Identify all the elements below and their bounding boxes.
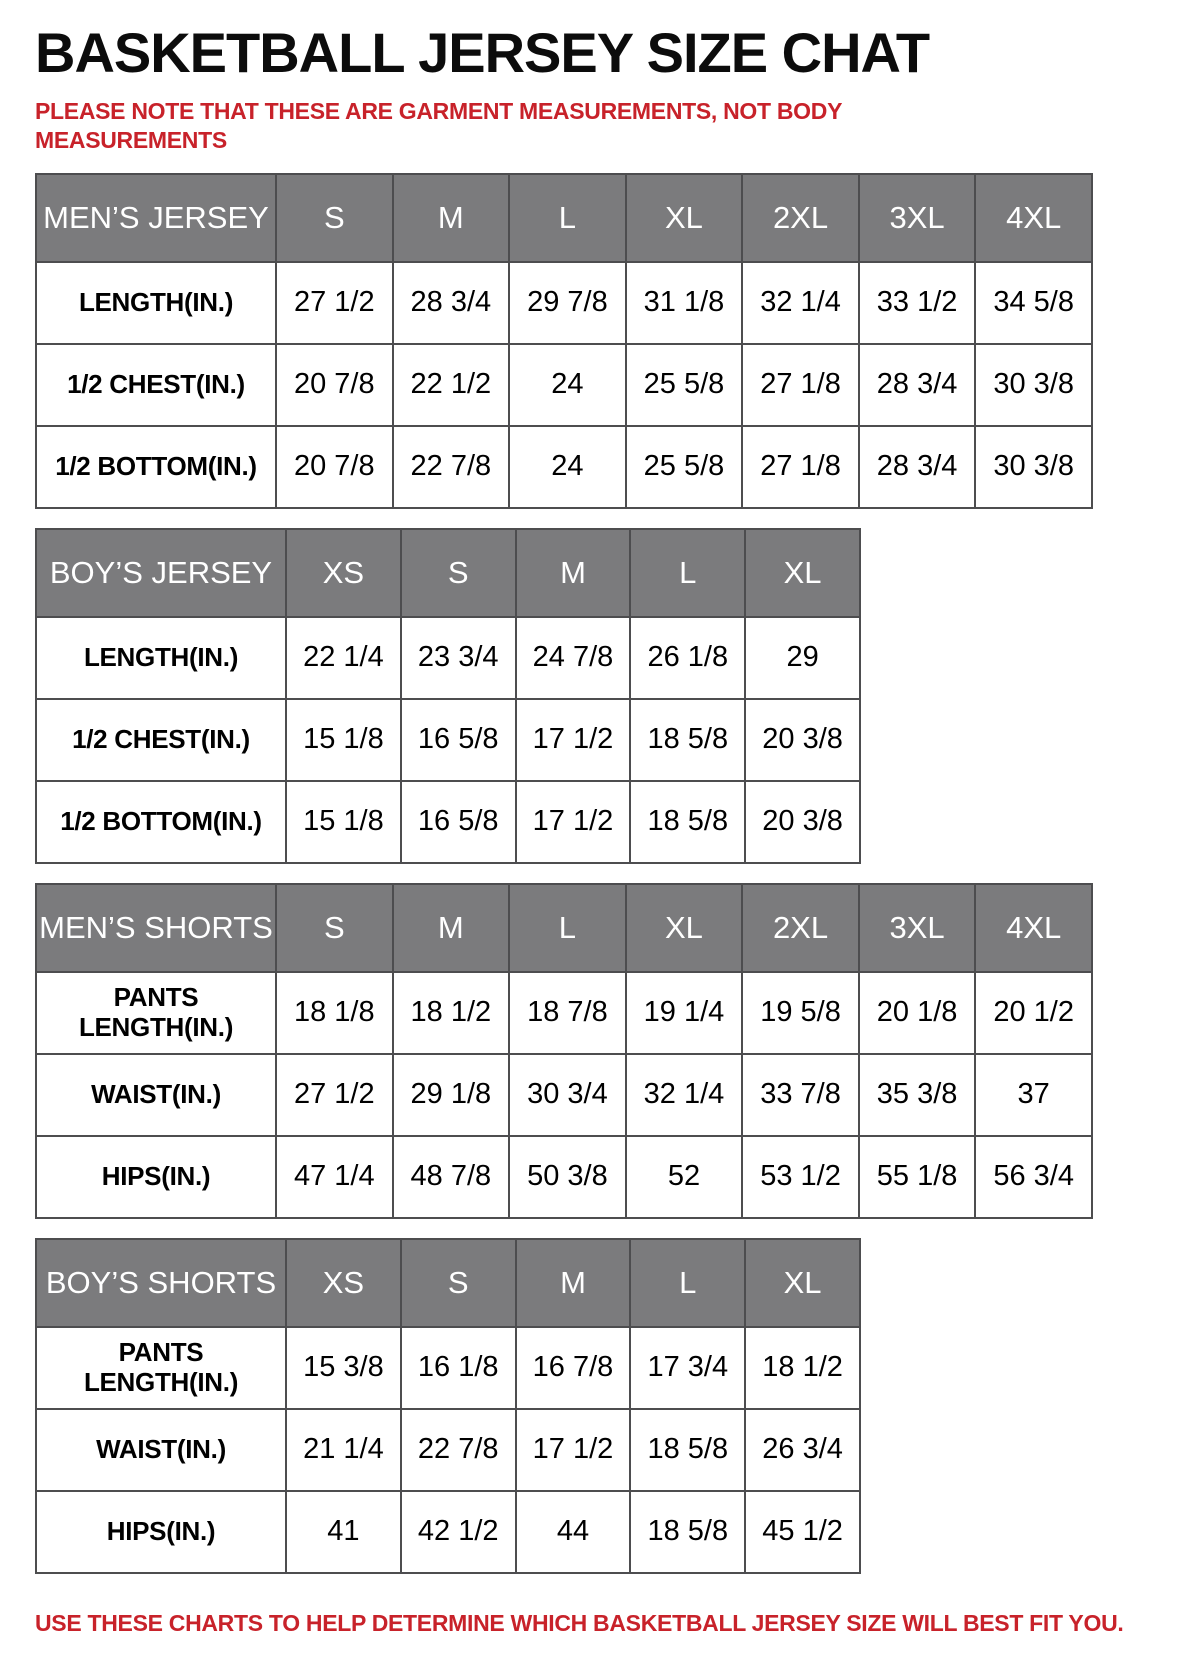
size-value-cell: 20 7/8 [276, 344, 393, 426]
size-value-cell: 15 3/8 [286, 1327, 401, 1409]
size-value-cell: 27 1/8 [742, 426, 859, 508]
garment-measurement-note: PLEASE NOTE THAT THESE ARE GARMENT MEASUREMENTS, NOT BODY MEASUREMENTS [35, 98, 842, 153]
table-header-row [36, 1239, 860, 1327]
size-value-cell: 24 [509, 426, 626, 508]
size-value-cell: 20 3/8 [745, 699, 860, 781]
size-value-cell: 18 5/8 [630, 1409, 745, 1491]
row-label: HIPS(IN.) [36, 1491, 286, 1573]
size-column-header: S [401, 529, 516, 617]
size-value-cell: 19 5/8 [742, 972, 859, 1054]
size-column-header: 3XL [859, 174, 976, 262]
size-value-cell: 16 5/8 [401, 699, 516, 781]
table-row [36, 1491, 860, 1573]
size-table-boy-s-shorts [35, 1238, 861, 1574]
size-value-cell: 45 1/2 [745, 1491, 860, 1573]
size-value-cell: 53 1/2 [742, 1136, 859, 1218]
row-label: WAIST(IN.) [36, 1409, 286, 1491]
size-value-cell: 30 3/8 [975, 426, 1092, 508]
size-value-cell: 20 7/8 [276, 426, 393, 508]
size-value-cell: 18 7/8 [509, 972, 626, 1054]
table-row [36, 1409, 860, 1491]
size-value-cell: 27 1/2 [276, 262, 393, 344]
size-column-header: L [509, 174, 626, 262]
size-column-header: XS [286, 1239, 401, 1327]
size-value-cell: 18 5/8 [630, 781, 745, 863]
size-value-cell: 20 1/8 [859, 972, 976, 1054]
row-label: WAIST(IN.) [36, 1054, 276, 1136]
size-value-cell: 15 1/8 [286, 699, 401, 781]
row-label: PANTS LENGTH(IN.) [36, 972, 276, 1054]
size-value-cell: 30 3/8 [975, 344, 1092, 426]
size-value-cell: 31 1/8 [626, 262, 743, 344]
size-value-cell: 18 5/8 [630, 699, 745, 781]
size-column-header: S [401, 1239, 516, 1327]
size-value-cell: 17 1/2 [516, 781, 631, 863]
size-value-cell: 20 1/2 [975, 972, 1092, 1054]
table-row [36, 344, 1092, 426]
size-value-cell: 18 1/2 [393, 972, 510, 1054]
size-column-header: 4XL [975, 174, 1092, 262]
size-value-cell: 48 7/8 [393, 1136, 510, 1218]
size-value-cell: 28 3/4 [859, 344, 976, 426]
size-table-men-s-shorts [35, 883, 1093, 1219]
size-value-cell: 22 1/4 [286, 617, 401, 699]
size-value-cell: 22 7/8 [401, 1409, 516, 1491]
row-label: 1/2 CHEST(IN.) [36, 344, 276, 426]
size-column-header: S [276, 174, 393, 262]
size-value-cell: 56 3/4 [975, 1136, 1092, 1218]
row-label: LENGTH(IN.) [36, 262, 276, 344]
size-value-cell: 15 1/8 [286, 781, 401, 863]
size-column-header: 2XL [742, 174, 859, 262]
size-value-cell: 18 1/8 [276, 972, 393, 1054]
size-column-header: 2XL [742, 884, 859, 972]
size-value-cell: 47 1/4 [276, 1136, 393, 1218]
size-value-cell: 26 3/4 [745, 1409, 860, 1491]
size-value-cell: 41 [286, 1491, 401, 1573]
page-title: BASKETBALL JERSEY SIZE CHAT [35, 21, 930, 84]
table-header-row [36, 174, 1092, 262]
size-column-header: M [393, 174, 510, 262]
size-column-header: 4XL [975, 884, 1092, 972]
size-value-cell: 32 1/4 [742, 262, 859, 344]
size-column-header: XL [745, 1239, 860, 1327]
size-value-cell: 34 5/8 [975, 262, 1092, 344]
table-row [36, 1136, 1092, 1218]
size-value-cell: 17 1/2 [516, 699, 631, 781]
size-value-cell: 19 1/4 [626, 972, 743, 1054]
size-tables-container [35, 173, 1170, 1574]
table-header-row [36, 884, 1092, 972]
size-column-header: 3XL [859, 884, 976, 972]
table-title-boy-s-jersey: BOY’S JERSEY [36, 529, 286, 617]
row-label: 1/2 BOTTOM(IN.) [36, 426, 276, 508]
size-value-cell: 29 7/8 [509, 262, 626, 344]
table-title-boy-s-shorts: BOY’S SHORTS [36, 1239, 286, 1327]
table-row [36, 262, 1092, 344]
size-value-cell: 26 1/8 [630, 617, 745, 699]
table-row [36, 1054, 1092, 1136]
size-value-cell: 25 5/8 [626, 344, 743, 426]
row-label: LENGTH(IN.) [36, 617, 286, 699]
size-value-cell: 21 1/4 [286, 1409, 401, 1491]
size-value-cell: 25 5/8 [626, 426, 743, 508]
size-column-header: XL [626, 884, 743, 972]
row-label: 1/2 BOTTOM(IN.) [36, 781, 286, 863]
size-value-cell: 30 3/4 [509, 1054, 626, 1136]
table-title-men-s-shorts: MEN’S SHORTS [36, 884, 276, 972]
size-value-cell: 29 1/8 [393, 1054, 510, 1136]
size-value-cell: 23 3/4 [401, 617, 516, 699]
size-column-header: M [516, 529, 631, 617]
row-label: HIPS(IN.) [36, 1136, 276, 1218]
table-row [36, 1327, 860, 1409]
table-row [36, 972, 1092, 1054]
row-label: 1/2 CHEST(IN.) [36, 699, 286, 781]
size-value-cell: 37 [975, 1054, 1092, 1136]
size-value-cell: 18 1/2 [745, 1327, 860, 1409]
size-value-cell: 33 7/8 [742, 1054, 859, 1136]
table-title-men-s-jersey: MEN’S JERSEY [36, 174, 276, 262]
size-value-cell: 52 [626, 1136, 743, 1218]
size-value-cell: 18 5/8 [630, 1491, 745, 1573]
size-column-header: L [630, 529, 745, 617]
size-value-cell: 29 [745, 617, 860, 699]
size-column-header: XL [626, 174, 743, 262]
size-column-header: M [516, 1239, 631, 1327]
size-value-cell: 22 1/2 [393, 344, 510, 426]
size-table-men-s-jersey [35, 173, 1093, 509]
size-value-cell: 32 1/4 [626, 1054, 743, 1136]
size-value-cell: 22 7/8 [393, 426, 510, 508]
size-column-header: XS [286, 529, 401, 617]
size-value-cell: 16 1/8 [401, 1327, 516, 1409]
size-value-cell: 55 1/8 [859, 1136, 976, 1218]
table-row [36, 699, 860, 781]
table-row [36, 426, 1092, 508]
size-column-header: L [630, 1239, 745, 1327]
size-table-boy-s-jersey [35, 528, 861, 864]
table-row [36, 781, 860, 863]
size-column-header: XL [745, 529, 860, 617]
size-value-cell: 42 1/2 [401, 1491, 516, 1573]
size-value-cell: 28 3/4 [859, 426, 976, 508]
size-value-cell: 33 1/2 [859, 262, 976, 344]
size-value-cell: 17 1/2 [516, 1409, 631, 1491]
size-value-cell: 24 7/8 [516, 617, 631, 699]
size-column-header: M [393, 884, 510, 972]
footer-note: USE THESE CHARTS TO HELP DETERMINE WHICH BASKETBALL JERSEY SIZE WILL BEST FIT YOU. [35, 1609, 1124, 1636]
size-column-header: L [509, 884, 626, 972]
size-value-cell: 35 3/8 [859, 1054, 976, 1136]
size-value-cell: 50 3/8 [509, 1136, 626, 1218]
table-header-row [36, 529, 860, 617]
row-label: PANTS LENGTH(IN.) [36, 1327, 286, 1409]
size-value-cell: 16 7/8 [516, 1327, 631, 1409]
size-value-cell: 16 5/8 [401, 781, 516, 863]
size-column-header: S [276, 884, 393, 972]
size-value-cell: 44 [516, 1491, 631, 1573]
size-value-cell: 20 3/8 [745, 781, 860, 863]
size-value-cell: 24 [509, 344, 626, 426]
size-value-cell: 27 1/2 [276, 1054, 393, 1136]
size-value-cell: 28 3/4 [393, 262, 510, 344]
size-value-cell: 17 3/4 [630, 1327, 745, 1409]
table-row [36, 617, 860, 699]
size-value-cell: 27 1/8 [742, 344, 859, 426]
